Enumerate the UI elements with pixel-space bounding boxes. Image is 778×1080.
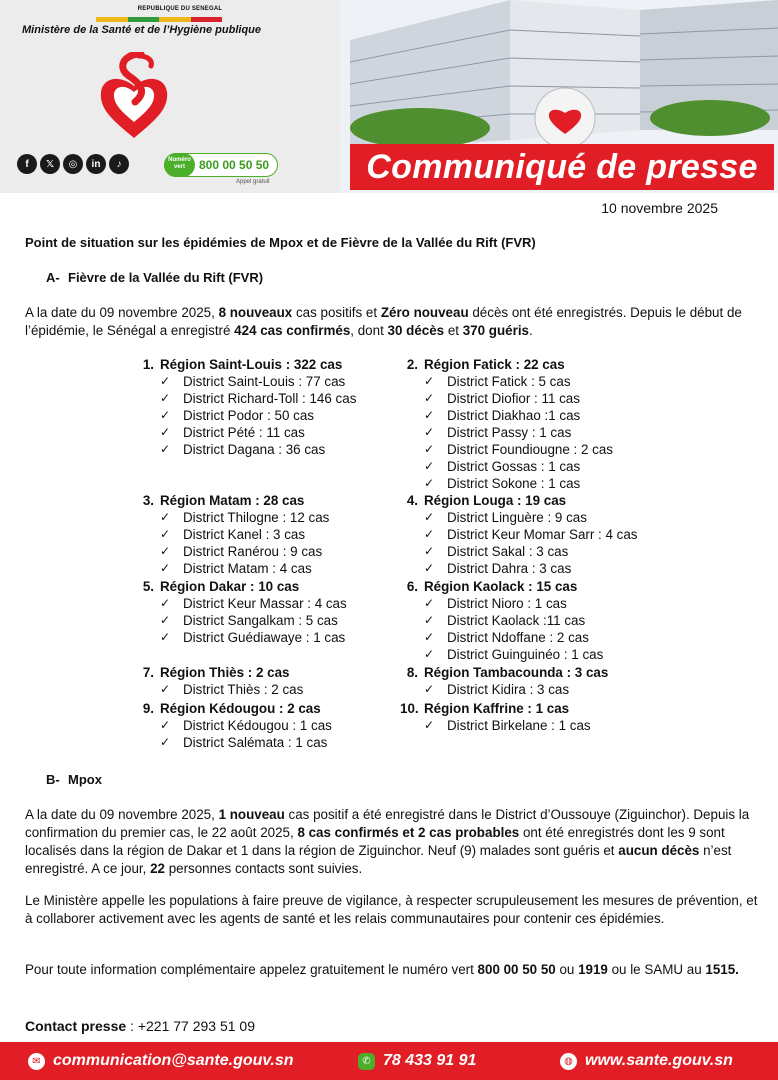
district-item	[160, 390, 356, 407]
footer	[0, 1042, 778, 1080]
district-item	[160, 526, 329, 543]
district-item	[160, 595, 347, 612]
district-item	[424, 595, 603, 612]
region-number: 2.	[406, 357, 418, 372]
district-item	[160, 424, 356, 441]
region-name: Région Saint-Louis : 322 cas	[160, 357, 343, 372]
globe-icon: ◍	[560, 1053, 577, 1070]
district-item	[424, 717, 591, 734]
district-text: District Podor : 50 cas	[183, 408, 314, 423]
region-name: Région Matam : 28 cas	[160, 493, 305, 508]
district-item	[160, 373, 356, 390]
district-item	[424, 441, 613, 458]
flag-bar	[96, 17, 222, 22]
district-item	[424, 629, 603, 646]
district-list	[160, 509, 329, 577]
document-title: Point de situation sur les épidémies de Mpox et de Fièvre de la Vallée du Rift (FVR)	[25, 235, 536, 250]
district-text: District Sokone : 1 cas	[447, 476, 581, 491]
checkmark-icon: ✓	[424, 391, 435, 405]
republic-label: REPUBLIQUE DU SENEGAL	[137, 6, 223, 12]
district-text: District Linguère : 9 cas	[447, 510, 587, 525]
district-text: District Kanel : 3 cas	[183, 527, 306, 542]
district-item	[160, 543, 329, 560]
region-block	[400, 578, 603, 663]
region-heading	[400, 356, 613, 373]
district-item	[424, 543, 637, 560]
district-list	[160, 681, 303, 698]
section-b-title: Mpox	[68, 772, 102, 787]
region-block	[136, 578, 347, 646]
region-name: Région Dakar : 10 cas	[160, 579, 300, 594]
district-text: District Richard-Toll : 146 cas	[183, 391, 357, 406]
district-item	[160, 407, 356, 424]
district-list	[424, 717, 591, 734]
district-text: District Gossas : 1 cas	[447, 459, 581, 474]
checkmark-icon: ✓	[160, 374, 171, 388]
region-number: 9.	[142, 701, 154, 716]
region-block	[400, 492, 637, 577]
ministry-logo-icon	[95, 52, 173, 140]
checkmark-icon: ✓	[424, 510, 435, 524]
region-heading	[136, 492, 329, 509]
district-text: District Passy : 1 cas	[447, 425, 572, 440]
appel-gratuit-label: Appel gratuit	[236, 179, 270, 185]
region-name: Région Kédougou : 2 cas	[160, 701, 321, 716]
checkmark-icon: ✓	[424, 459, 435, 473]
region-heading	[136, 356, 356, 373]
checkmark-icon: ✓	[424, 647, 435, 661]
region-name: Région Louga : 19 cas	[424, 493, 567, 508]
checkmark-icon: ✓	[424, 527, 435, 541]
district-text: District Ndoffane : 2 cas	[447, 630, 589, 645]
district-item	[424, 526, 637, 543]
checkmark-icon: ✓	[160, 718, 171, 732]
district-text: District Diakhao :1 cas	[447, 408, 581, 423]
checkmark-icon: ✓	[424, 561, 435, 575]
checkmark-icon: ✓	[424, 682, 435, 696]
district-item	[160, 441, 356, 458]
footer-website-text: www.sante.gouv.sn	[585, 1052, 733, 1069]
section-b-heading	[46, 772, 102, 787]
district-text: District Keur Massar : 4 cas	[183, 596, 347, 611]
region-heading	[400, 492, 637, 509]
district-text: District Saint-Louis : 77 cas	[183, 374, 346, 389]
district-item	[424, 424, 613, 441]
checkmark-icon: ✓	[424, 718, 435, 732]
numero-vert-badge	[164, 153, 278, 177]
district-item	[424, 407, 613, 424]
checkmark-icon: ✓	[160, 408, 171, 422]
checkmark-icon: ✓	[424, 476, 435, 490]
region-number: 7.	[142, 665, 154, 680]
region-block	[400, 356, 613, 492]
district-text: District Kidira : 3 cas	[447, 682, 570, 697]
press-contact-label: Contact presse	[25, 1018, 127, 1034]
release-date: 10 novembre 2025	[601, 200, 718, 216]
region-heading	[400, 700, 591, 717]
whatsapp-icon: ✆	[358, 1053, 375, 1070]
district-text: District Ranérou : 9 cas	[183, 544, 323, 559]
checkmark-icon: ✓	[424, 630, 435, 644]
district-list	[160, 595, 347, 646]
district-item	[424, 560, 637, 577]
region-name: Région Tambacounda : 3 cas	[424, 665, 609, 680]
district-list	[424, 681, 608, 698]
checkmark-icon: ✓	[160, 527, 171, 541]
region-number: 3.	[142, 493, 154, 508]
district-text: District Sakal : 3 cas	[447, 544, 569, 559]
district-text: District Salémata : 1 cas	[183, 735, 328, 750]
district-text: District Birkelane : 1 cas	[447, 718, 591, 733]
district-item	[160, 612, 347, 629]
district-text: District Guédiawaye : 1 cas	[183, 630, 346, 645]
district-item	[160, 717, 332, 734]
region-heading	[136, 664, 303, 681]
checkmark-icon: ✓	[160, 510, 171, 524]
ministry-name: Ministère de la Santé et de l’Hygiène publique	[22, 24, 261, 36]
numero-vert-number: 800 00 50 50	[199, 158, 270, 172]
district-item	[160, 509, 329, 526]
district-text: District Keur Momar Sarr : 4 cas	[447, 527, 638, 542]
district-item	[160, 734, 332, 751]
region-name: Région Kaffrine : 1 cas	[424, 701, 570, 716]
region-block	[136, 356, 356, 458]
district-text: District Pété : 11 cas	[183, 425, 305, 440]
region-number: 6.	[406, 579, 418, 594]
district-list	[424, 509, 637, 577]
checkmark-icon: ✓	[424, 596, 435, 610]
checkmark-icon: ✓	[160, 613, 171, 627]
checkmark-icon: ✓	[160, 682, 171, 696]
region-name: Région Thiès : 2 cas	[160, 665, 290, 680]
region-heading	[136, 700, 332, 717]
section-b-letter: B-	[46, 772, 60, 787]
fvr-summary-paragraph: A la date du 09 novembre 2025, 8 nouveaux cas positifs et Zéro nouveau décès ont été enregistrés. Depuis le début de l’épidémie, le Sénégal a enregistré 424 cas confirmés, dont 30 décès et 370 guéris.	[25, 305, 742, 338]
district-text: District Kédougou : 1 cas	[183, 718, 332, 733]
checkmark-icon: ✓	[424, 408, 435, 422]
footer-phone-text: 78 433 91 91	[383, 1052, 477, 1069]
region-number: 1.	[142, 357, 154, 372]
checkmark-icon: ✓	[160, 561, 171, 575]
region-name: Région Fatick : 22 cas	[424, 357, 565, 372]
district-text: District Nioro : 1 cas	[447, 596, 567, 611]
checkmark-icon: ✓	[424, 613, 435, 627]
checkmark-icon: ✓	[424, 442, 435, 456]
header-left-panel	[0, 0, 340, 193]
district-item	[424, 646, 603, 663]
district-item	[424, 373, 613, 390]
x-icon[interactable]: 𝕏	[40, 154, 60, 174]
district-list	[160, 717, 332, 751]
region-number: 5.	[142, 579, 154, 594]
checkmark-icon: ✓	[424, 544, 435, 558]
mpox-summary-paragraph: A la date du 09 novembre 2025, 1 nouveau cas positif a été enregistré dans le District d’Oussouye (Ziguinchor). Depuis la confirmation du premier cas, le 22 août 2025, 8 cas confirmés et 2 cas probables ont été enregistrés dont les 9 sont localisés dans la région de Dakar et 1 dans la région de Ziguinchor. Neuf (9) malades sont guéris et aucun décès n’est enregistré. A ce jour, 22 personnes contacts sont suivies.	[25, 807, 750, 876]
tiktok-icon[interactable]: ♪	[109, 154, 129, 174]
numero-vert-label: Numéro vert	[164, 153, 195, 177]
banner-title: Communiqué de presse	[366, 147, 758, 186]
region-number: 4.	[406, 493, 418, 508]
facebook-icon[interactable]: f	[17, 154, 37, 174]
checkmark-icon: ✓	[160, 442, 171, 456]
district-text: District Dagana : 36 cas	[183, 442, 326, 457]
header	[0, 0, 778, 193]
checkmark-icon: ✓	[424, 374, 435, 388]
district-text: District Matam : 4 cas	[183, 561, 312, 576]
district-item	[424, 681, 608, 698]
district-text: District Kaolack :11 cas	[447, 613, 586, 628]
section-a-letter: A-	[46, 270, 60, 285]
region-heading	[400, 664, 608, 681]
information-paragraph: Pour toute information complémentaire appelez gratuitement le numéro vert 800 00 50 50 ou 1919 ou le SAMU au 1515.	[25, 962, 739, 977]
checkmark-icon: ✓	[160, 391, 171, 405]
district-list	[424, 373, 613, 492]
region-block	[136, 492, 329, 577]
district-item	[160, 681, 303, 698]
region-number: 8.	[406, 665, 418, 680]
section-a-heading	[46, 270, 263, 285]
district-item	[160, 629, 347, 646]
district-item	[424, 475, 613, 492]
region-heading	[136, 578, 347, 595]
press-release-banner	[350, 144, 774, 190]
checkmark-icon: ✓	[160, 735, 171, 749]
district-text: District Diofior : 11 cas	[447, 391, 580, 406]
checkmark-icon: ✓	[160, 596, 171, 610]
region-number: 10.	[400, 701, 419, 716]
district-item	[424, 458, 613, 475]
checkmark-icon: ✓	[160, 630, 171, 644]
footer-email[interactable]	[28, 1052, 358, 1070]
checkmark-icon: ✓	[160, 425, 171, 439]
section-a-title: Fièvre de la Vallée du Rift (FVR)	[68, 270, 264, 285]
footer-website[interactable]	[560, 1052, 733, 1070]
district-text: District Guinguinéo : 1 cas	[447, 647, 604, 662]
region-name: Région Kaolack : 15 cas	[424, 579, 578, 594]
region-heading	[400, 578, 603, 595]
district-item	[424, 509, 637, 526]
district-text: District Thiès : 2 cas	[183, 682, 304, 697]
social-links	[17, 154, 129, 174]
press-contact	[25, 1017, 760, 1035]
district-item	[160, 560, 329, 577]
region-block	[400, 700, 591, 734]
district-item	[424, 390, 613, 407]
region-block	[136, 700, 332, 751]
ministry-appeal-paragraph: Le Ministère appelle les populations à faire preuve de vigilance, à respecter scrupuleusement les mesures de prévention, et à collaborer activement avec les agents de santé et les relais communautaires pour contenir ces épidémies.	[25, 893, 758, 926]
district-item	[424, 612, 603, 629]
email-icon: ✉	[28, 1053, 45, 1070]
district-text: District Fatick : 5 cas	[447, 374, 571, 389]
instagram-icon[interactable]: ◎	[63, 154, 83, 174]
press-contact-value: : +221 77 293 51 09	[126, 1018, 255, 1034]
linkedin-icon[interactable]: in	[86, 154, 106, 174]
district-text: District Thilogne : 12 cas	[183, 510, 330, 525]
district-text: District Dahra : 3 cas	[447, 561, 572, 576]
checkmark-icon: ✓	[424, 425, 435, 439]
district-text: District Sangalkam : 5 cas	[183, 613, 338, 628]
district-list	[160, 373, 356, 458]
checkmark-icon: ✓	[160, 544, 171, 558]
district-list	[424, 595, 603, 663]
region-block	[136, 664, 303, 698]
footer-email-text: communication@sante.gouv.sn	[53, 1052, 294, 1069]
footer-phone[interactable]	[358, 1052, 560, 1070]
district-text: District Foundiougne : 2 cas	[447, 442, 613, 457]
region-block	[400, 664, 608, 698]
